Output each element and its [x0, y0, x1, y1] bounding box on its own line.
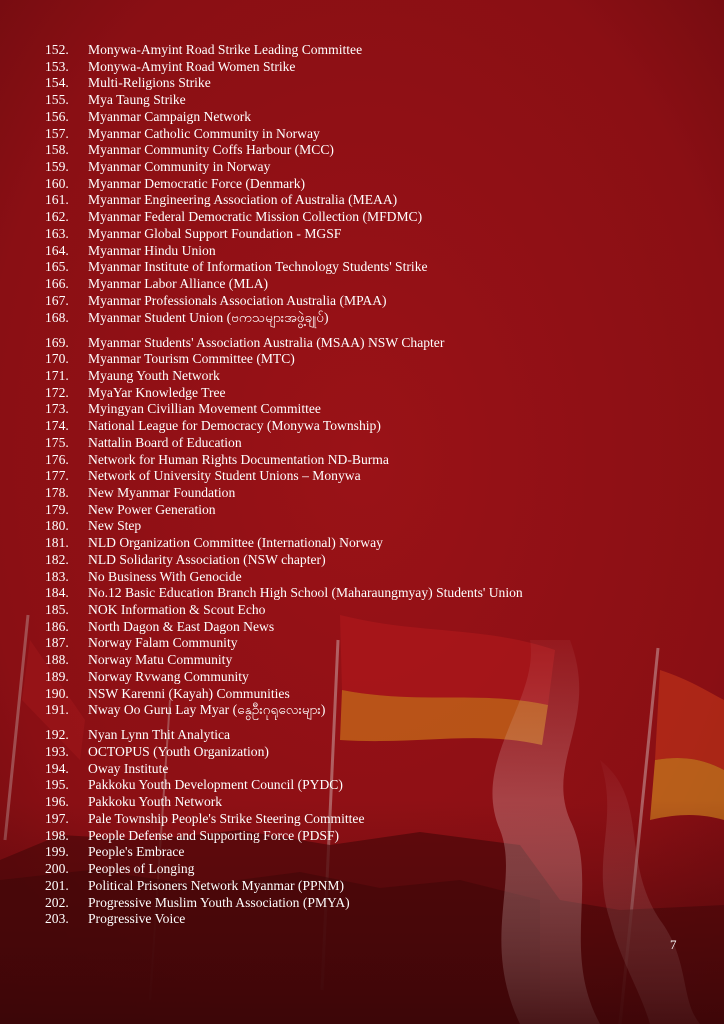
item-name: OCTOPUS (Youth Organization): [88, 744, 269, 760]
list-item: [0, 911, 724, 928]
item-number: 192.: [45, 727, 69, 743]
item-number: 195.: [45, 777, 69, 793]
item-name: Network for Human Rights Documentation ND-Burma: [88, 451, 389, 467]
list-item: [0, 243, 724, 260]
list-item: [0, 259, 724, 276]
list-item: [0, 861, 724, 878]
item-name: Peoples of Longing: [88, 861, 195, 877]
item-name: Myanmar Professionals Association Australia (MPAA): [88, 292, 387, 308]
item-number: 185.: [45, 602, 69, 617]
list-item: [0, 401, 724, 418]
item-name: Myanmar Labor Alliance (MLA): [88, 276, 269, 292]
item-name: Myanmar Global Support Foundation - MGSF: [88, 225, 342, 241]
item-name: Myingyan Civillian Movement Committee: [88, 401, 321, 417]
list-item: [0, 109, 724, 126]
item-number: 188.: [45, 652, 69, 668]
item-number: 187.: [45, 635, 69, 651]
item-name: NLD Solidarity Association (NSW chapter): [88, 551, 326, 567]
list-item: [0, 126, 724, 143]
item-name: Nattalin Board of Education: [88, 434, 242, 450]
item-name: Norway Matu Community: [88, 652, 233, 668]
list-item: [0, 351, 724, 368]
item-number: 157.: [45, 125, 69, 141]
list-item: [0, 794, 724, 811]
item-number: 165.: [45, 259, 69, 275]
list-item: [0, 585, 724, 602]
item-number: 199.: [45, 844, 69, 860]
item-number: 170.: [45, 351, 69, 367]
item-name: Pakkoku Youth Development Council (PYDC): [88, 777, 343, 793]
list-item: [0, 42, 724, 59]
item-name: People Defense and Supporting Force (PDSF): [88, 827, 340, 843]
list-item: [0, 142, 724, 159]
list-item: [0, 59, 724, 76]
list-item: [0, 226, 724, 243]
item-name: Pakkoku Youth Network: [88, 794, 223, 810]
item-number: 184.: [45, 585, 69, 601]
item-number: 181.: [45, 535, 69, 551]
list-item: [0, 844, 724, 861]
list-item: [0, 727, 724, 744]
item-number: 182.: [45, 551, 69, 567]
item-name: Myanmar Democratic Force (Denmark): [88, 175, 306, 191]
item-name: NLD Organization Committee (International) Norway: [88, 535, 383, 551]
item-number: 203.: [45, 911, 69, 927]
item-number: 172.: [45, 384, 69, 400]
item-name: MyaYar Knowledge Tree: [88, 384, 226, 400]
list-item: [0, 552, 724, 569]
item-name: No Business With Genocide: [88, 568, 242, 584]
list-item: [0, 293, 724, 310]
list-item: [0, 452, 724, 469]
item-number: 177.: [45, 468, 69, 484]
item-number: 179.: [45, 501, 69, 517]
list-item: [0, 635, 724, 652]
list-item: [0, 652, 724, 669]
item-name: Myanmar Engineering Association of Australia (MEAA): [88, 192, 398, 208]
item-number: 152.: [45, 42, 69, 57]
item-name: Political Prisoners Network Myanmar (PPNM): [88, 877, 344, 893]
item-number: 166.: [45, 276, 69, 292]
list-item: [0, 368, 724, 385]
item-number: 176.: [45, 451, 69, 467]
item-number: 178.: [45, 484, 69, 500]
item-name: Monywa-Amyint Road Women Strike: [88, 58, 296, 74]
list-item: [0, 569, 724, 586]
list-item: [0, 535, 724, 552]
item-number: 186.: [45, 618, 69, 634]
item-name: Myanmar Hindu Union: [88, 242, 216, 258]
item-number: 175.: [45, 434, 69, 450]
item-name: Pale Township People's Strike Steering Committee: [88, 810, 365, 826]
list-item: [0, 435, 724, 452]
list-item: [0, 159, 724, 176]
item-number: 198.: [45, 827, 69, 843]
item-number: 196.: [45, 794, 69, 810]
item-number: 162.: [45, 209, 69, 225]
item-name: Progressive Voice: [88, 911, 186, 927]
list-item: [0, 811, 724, 828]
item-number: 168.: [45, 309, 69, 325]
list-item: [0, 686, 724, 703]
item-name: Myanmar Institute of Information Technology Students' Strike: [88, 259, 428, 275]
list-item: [0, 669, 724, 686]
item-name: Network of University Student Unions – Monywa: [88, 468, 361, 484]
organization-list: [0, 42, 724, 928]
item-number: 153.: [45, 58, 69, 74]
item-name: Myanmar Catholic Community in Norway: [88, 125, 320, 141]
item-name: New Myanmar Foundation: [88, 484, 236, 500]
item-number: 171.: [45, 367, 69, 383]
item-name: Myaung Youth Network: [88, 367, 220, 383]
list-item: [0, 602, 724, 619]
item-number: 189.: [45, 668, 69, 684]
item-name: Multi-Religions Strike: [88, 75, 211, 91]
item-number: 163.: [45, 225, 69, 241]
item-number: 180.: [45, 518, 69, 534]
item-number: 174.: [45, 418, 69, 434]
item-name: New Power Generation: [88, 501, 216, 517]
list-item: [0, 518, 724, 535]
item-name: Progressive Muslim Youth Association (PMYA): [88, 894, 350, 910]
list-item: [0, 878, 724, 895]
item-name: Myanmar Community in Norway: [88, 159, 271, 175]
item-number: 155.: [45, 92, 69, 108]
item-number: 193.: [45, 744, 69, 760]
list-item: [0, 418, 724, 435]
item-number: 183.: [45, 568, 69, 584]
item-name: NOK Information & Scout Echo: [88, 602, 266, 617]
list-item: [0, 702, 724, 727]
item-name: Myanmar Students' Association Australia (MSAA) NSW Chapter: [88, 334, 445, 350]
item-name: Norway Rvwang Community: [88, 668, 249, 684]
item-name: Myanmar Tourism Committee (MTC): [88, 351, 295, 367]
item-name: Monywa-Amyint Road Strike Leading Committee: [88, 42, 363, 57]
item-name: NSW Karenni (Kayah) Communities: [88, 685, 290, 701]
item-number: 158.: [45, 142, 69, 158]
list-item: [0, 619, 724, 636]
item-number: 197.: [45, 810, 69, 826]
item-name: Nway Oo Guru Lay Myar (နွေဦးဂုရုလေးများ): [88, 702, 326, 718]
item-number: 194.: [45, 760, 69, 776]
list-item: [0, 828, 724, 845]
item-name: Myanmar Student Union (ဗကသများအဖွဲ့ချုပ်): [88, 309, 329, 325]
list-item: [0, 310, 724, 335]
item-number: 190.: [45, 685, 69, 701]
item-name: Norway Falam Community: [88, 635, 238, 651]
list-item: [0, 468, 724, 485]
item-name: Myanmar Campaign Network: [88, 108, 252, 124]
item-name: National League for Democracy (Monywa Township): [88, 418, 381, 434]
item-number: 159.: [45, 159, 69, 175]
item-name: Oway Institute: [88, 760, 169, 776]
item-name: People's Embrace: [88, 844, 185, 860]
list-item: [0, 385, 724, 402]
page-number: 7: [670, 937, 677, 952]
list-item: [0, 176, 724, 193]
item-number: 201.: [45, 877, 69, 893]
list-item: [0, 192, 724, 209]
list-item: [0, 744, 724, 761]
item-number: 161.: [45, 192, 69, 208]
list-item: [0, 895, 724, 912]
item-name: North Dagon & East Dagon News: [88, 618, 275, 634]
item-number: 191.: [45, 702, 69, 718]
item-number: 160.: [45, 175, 69, 191]
list-item: [0, 209, 724, 226]
item-number: 154.: [45, 75, 69, 91]
list-item: [0, 335, 724, 352]
item-name: Mya Taung Strike: [88, 92, 186, 108]
item-name: Myanmar Community Coffs Harbour (MCC): [88, 142, 334, 158]
list-item: [0, 92, 724, 109]
item-number: 200.: [45, 861, 69, 877]
list-item: [0, 276, 724, 293]
item-number: 173.: [45, 401, 69, 417]
item-number: 169.: [45, 334, 69, 350]
list-item: [0, 777, 724, 794]
item-number: 164.: [45, 242, 69, 258]
item-name: No.12 Basic Education Branch High School (Maharaungmyay) Students' Union: [88, 585, 523, 601]
item-number: 202.: [45, 894, 69, 910]
item-name: Nyan Lynn Thit Analytica: [88, 727, 231, 743]
list-item: [0, 761, 724, 778]
list-item: [0, 502, 724, 519]
list-item: [0, 485, 724, 502]
list-item: [0, 75, 724, 92]
item-number: 167.: [45, 292, 69, 308]
item-name: Myanmar Federal Democratic Mission Collection (MFDMC): [88, 209, 423, 225]
item-number: 156.: [45, 108, 69, 124]
item-name: New Step: [88, 518, 142, 534]
